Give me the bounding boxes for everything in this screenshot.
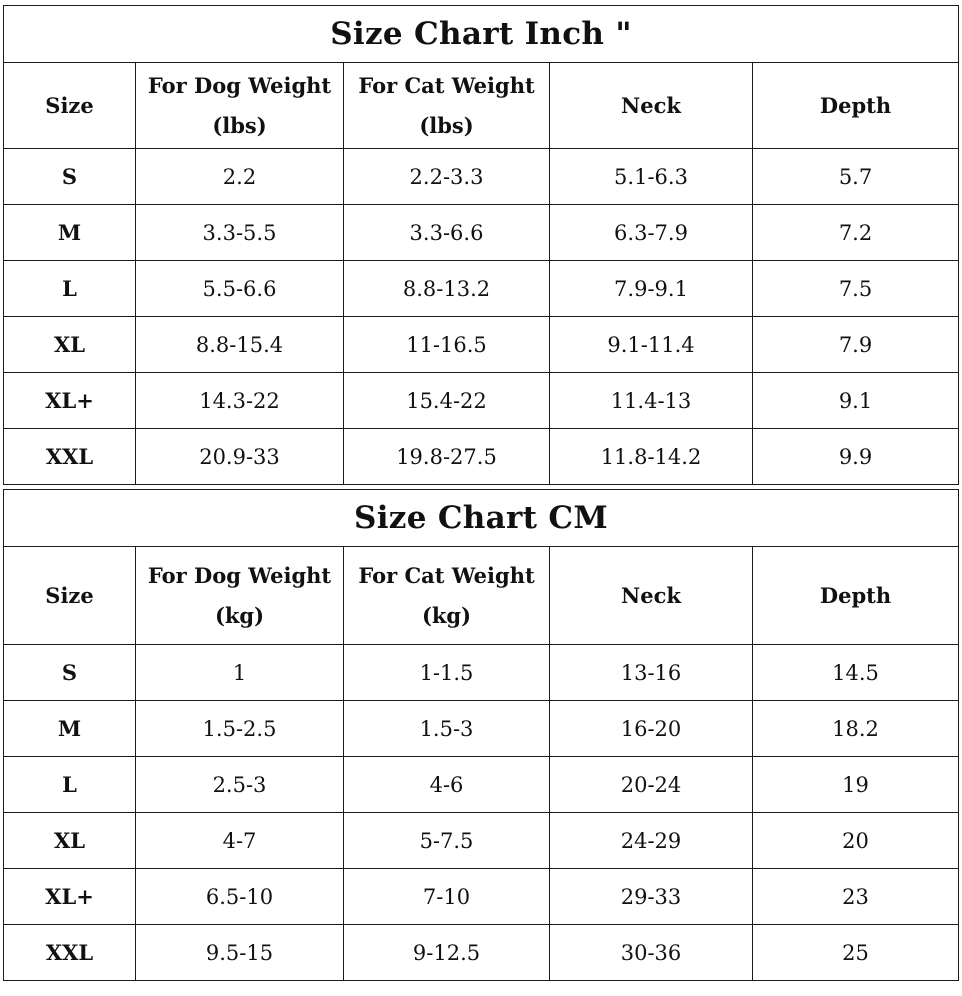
neck-cell: 11.8-14.2 [550,429,753,485]
header-size: Size [4,63,136,149]
header-cat-weight-label: For Cat Weight [358,72,535,98]
size-cell: M [4,701,136,757]
size-cell: XXL [4,429,136,485]
cat-weight-cell: 15.4-22 [344,373,550,429]
dog-weight-cell: 1.5-2.5 [136,701,344,757]
neck-cell: 5.1-6.3 [550,149,753,205]
depth-cell: 19 [753,757,959,813]
cat-weight-cell: 11-16.5 [344,317,550,373]
cat-weight-cell: 2.2-3.3 [344,149,550,205]
header-dog-weight [136,63,344,149]
neck-cell: 29-33 [550,869,753,925]
size-cell: XL+ [4,869,136,925]
table-row [4,373,959,429]
cat-weight-cell: 9-12.5 [344,925,550,981]
cat-weight-cell: 5-7.5 [344,813,550,869]
dog-weight-cell: 14.3-22 [136,373,344,429]
header-row [4,547,959,645]
size-cell: S [4,149,136,205]
size-cell: XL [4,813,136,869]
cat-weight-cell: 3.3-6.6 [344,205,550,261]
dog-weight-cell: 9.5-15 [136,925,344,981]
depth-cell: 5.7 [753,149,959,205]
table-row [4,149,959,205]
size-chart-cm-table [3,489,959,981]
title-row [4,490,959,547]
neck-cell: 6.3-7.9 [550,205,753,261]
table-row [4,317,959,373]
depth-cell: 9.1 [753,373,959,429]
header-depth: Depth [753,63,959,149]
dog-weight-cell: 6.5-10 [136,869,344,925]
table-row [4,701,959,757]
depth-cell: 23 [753,869,959,925]
table-row [4,429,959,485]
neck-cell: 11.4-13 [550,373,753,429]
header-neck: Neck [550,63,753,149]
depth-cell: 7.9 [753,317,959,373]
header-dog-weight-label: For Dog Weight [147,72,332,98]
depth-cell: 9.9 [753,429,959,485]
header-dog-weight-unit: (kg) [214,602,265,628]
header-depth: Depth [753,547,959,645]
cat-weight-cell: 7-10 [344,869,550,925]
neck-cell: 7.9-9.1 [550,261,753,317]
depth-cell: 7.2 [753,205,959,261]
header-size: Size [4,547,136,645]
cat-weight-cell: 1-1.5 [344,645,550,701]
dog-weight-cell: 5.5-6.6 [136,261,344,317]
depth-cell: 14.5 [753,645,959,701]
header-neck: Neck [550,547,753,645]
size-cell: XL+ [4,373,136,429]
cat-weight-cell: 1.5-3 [344,701,550,757]
dog-weight-cell: 2.5-3 [136,757,344,813]
table-row [4,645,959,701]
dog-weight-cell: 20.9-33 [136,429,344,485]
neck-cell: 13-16 [550,645,753,701]
neck-cell: 9.1-11.4 [550,317,753,373]
header-dog-weight-unit: (lbs) [212,112,267,138]
table-row [4,261,959,317]
dog-weight-cell: 2.2 [136,149,344,205]
dog-weight-cell: 3.3-5.5 [136,205,344,261]
neck-cell: 30-36 [550,925,753,981]
header-cat-weight [344,547,550,645]
depth-cell: 20 [753,813,959,869]
depth-cell: 7.5 [753,261,959,317]
dog-weight-cell: 1 [136,645,344,701]
header-cat-weight-unit: (kg) [421,602,472,628]
neck-cell: 24-29 [550,813,753,869]
chart-title: Size Chart CM [4,490,959,547]
depth-cell: 18.2 [753,701,959,757]
table-row [4,757,959,813]
size-cell: L [4,261,136,317]
depth-cell: 25 [753,925,959,981]
header-cat-weight [344,63,550,149]
dog-weight-cell: 8.8-15.4 [136,317,344,373]
chart-title: Size Chart Inch " [4,6,959,63]
neck-cell: 20-24 [550,757,753,813]
cat-weight-cell: 8.8-13.2 [344,261,550,317]
cat-weight-cell: 4-6 [344,757,550,813]
header-cat-weight-label: For Cat Weight [358,562,535,588]
table-row [4,869,959,925]
size-cell: S [4,645,136,701]
header-row [4,63,959,149]
title-row [4,6,959,63]
table-row [4,205,959,261]
table-row [4,813,959,869]
cat-weight-cell: 19.8-27.5 [344,429,550,485]
header-cat-weight-unit: (lbs) [419,112,474,138]
size-cell: XL [4,317,136,373]
header-dog-weight-label: For Dog Weight [147,562,332,588]
neck-cell: 16-20 [550,701,753,757]
table-row [4,925,959,981]
size-cell: L [4,757,136,813]
header-dog-weight [136,547,344,645]
size-chart-inch-table [3,5,959,485]
size-cell: XXL [4,925,136,981]
dog-weight-cell: 4-7 [136,813,344,869]
size-cell: M [4,205,136,261]
